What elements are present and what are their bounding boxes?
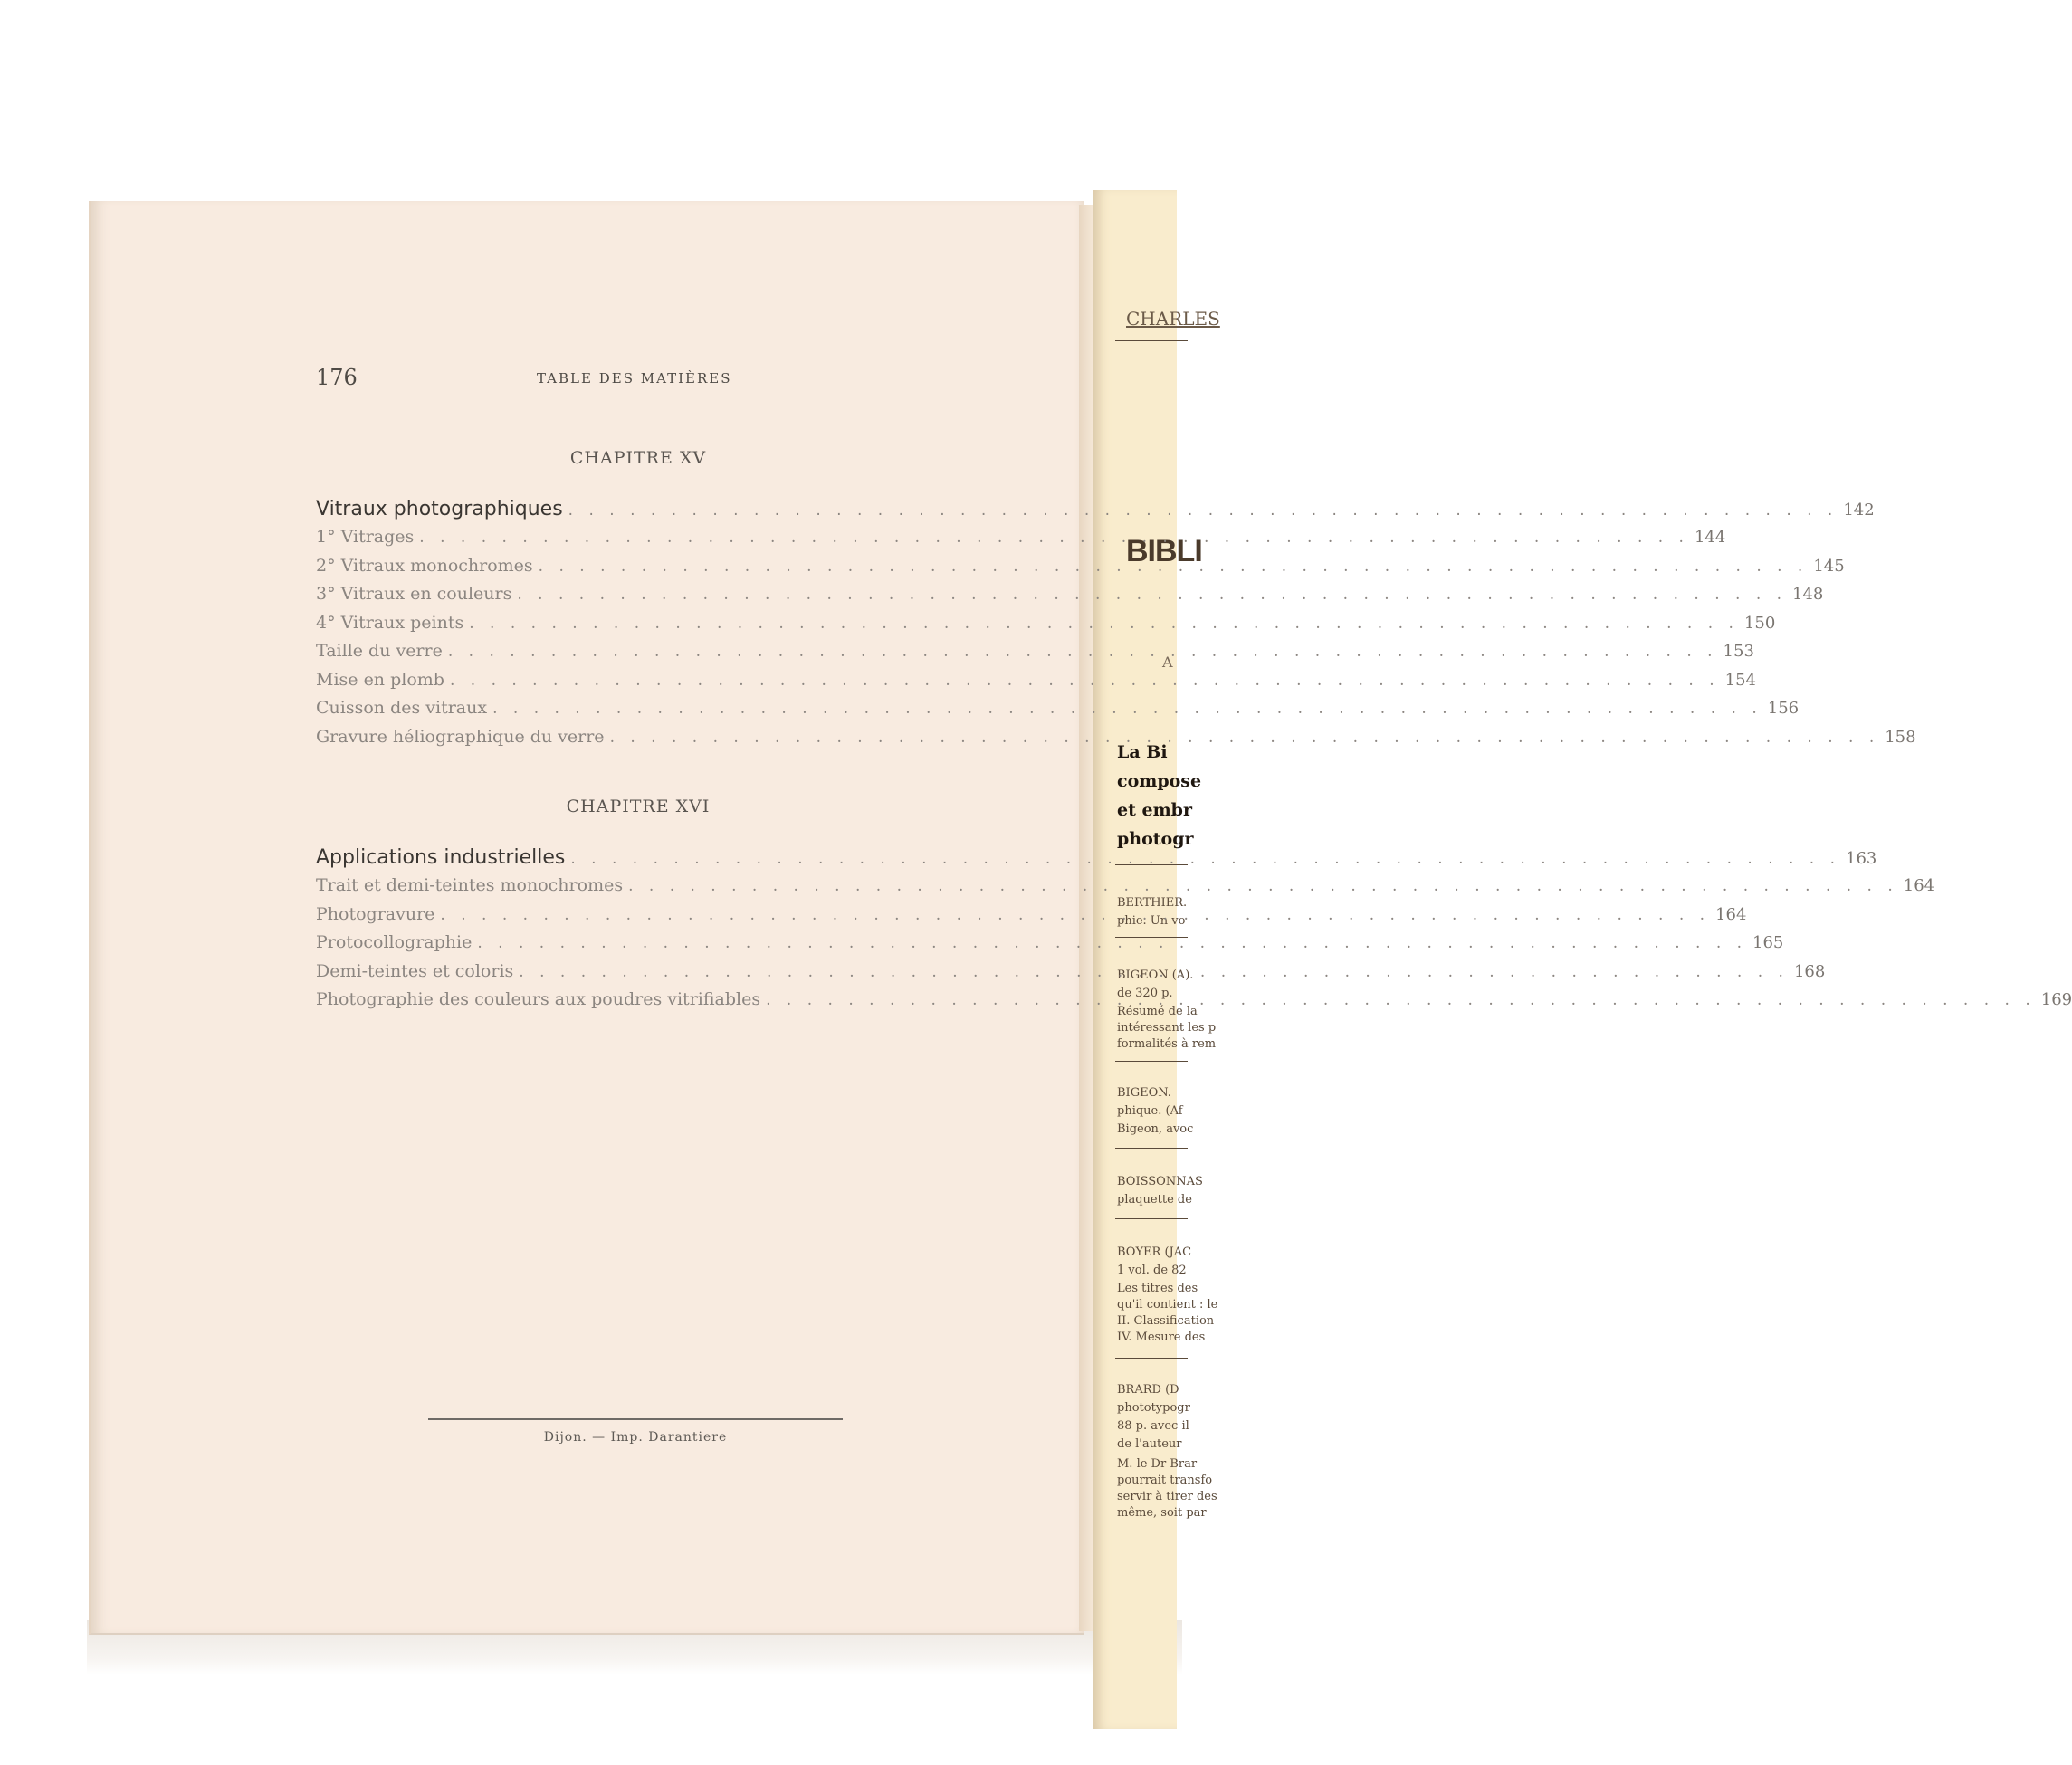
toc-entry-title: Demi-teintes et coloris bbox=[316, 960, 514, 981]
toc-entry-page: 163 bbox=[1846, 849, 1877, 868]
entry-text: plaquette de bbox=[1117, 1193, 1192, 1207]
toc-entry-page: 145 bbox=[1813, 556, 1845, 576]
divider bbox=[1115, 1148, 1188, 1149]
toc-entry-title: 4° Vitraux peints bbox=[316, 612, 464, 633]
toc-entry-page: 158 bbox=[1885, 727, 1916, 747]
entry-text: qu'il contient : le bbox=[1117, 1298, 1218, 1312]
dot-leader bbox=[628, 877, 1898, 895]
toc-entry bbox=[316, 641, 1754, 670]
toc-entry bbox=[316, 932, 1784, 961]
toc-entry-title: Vitraux photographiques bbox=[316, 498, 563, 520]
dot-leader bbox=[477, 934, 1747, 952]
divider bbox=[1115, 1358, 1188, 1359]
entry-text: BOYER (JAC bbox=[1117, 1245, 1192, 1259]
right-page-bold-line: compose bbox=[1117, 771, 1202, 791]
entry-text: M. le Dr Brar bbox=[1117, 1457, 1198, 1471]
dot-leader bbox=[519, 963, 1789, 981]
toc-entry-title: Mise en plomb bbox=[316, 669, 444, 690]
entry-text: BRARD (D bbox=[1117, 1383, 1179, 1397]
right-page-bold-line: La Bi bbox=[1117, 742, 1168, 762]
toc-entry bbox=[316, 498, 1875, 527]
footer-rule bbox=[428, 1418, 843, 1420]
running-title: TABLE DES MATIÈRES bbox=[537, 370, 732, 386]
toc-entry-title: Applications industrielles bbox=[316, 846, 566, 869]
toc-entry-page: 144 bbox=[1694, 528, 1726, 547]
right-page-heading: BIBLI bbox=[1126, 534, 1202, 568]
dot-leader bbox=[440, 906, 1710, 924]
entry-text: pourrait transfo bbox=[1117, 1474, 1213, 1487]
entry-text: BIGEON. bbox=[1117, 1086, 1171, 1100]
right-page-letter: A bbox=[1162, 654, 1173, 671]
chapter-heading: CHAPITRE XVI bbox=[566, 797, 711, 816]
entry-text: intéressant les p bbox=[1117, 1021, 1217, 1035]
toc-entry-title: 2° Vitraux monochromes bbox=[316, 555, 533, 576]
entry-text: BIGEON (A). bbox=[1117, 968, 1194, 982]
entry-text: phototypogr bbox=[1117, 1401, 1190, 1415]
toc-entry-title: 3° Vitraux en couleurs bbox=[316, 584, 512, 604]
right-page-top-label: CHARLES bbox=[1126, 308, 1220, 329]
dot-leader bbox=[766, 991, 2036, 1009]
entry-text: Résumé de la bbox=[1117, 1005, 1198, 1018]
toc-entry-title: Taille du verre bbox=[316, 641, 443, 661]
entry-text: 88 p. avec il bbox=[1117, 1419, 1189, 1433]
dot-leader bbox=[570, 850, 1840, 868]
toc-entry bbox=[316, 584, 1824, 613]
dot-leader bbox=[492, 700, 1762, 718]
entry-text: IV. Mesure des bbox=[1117, 1331, 1206, 1344]
toc-entry-page: 169 bbox=[2040, 990, 2072, 1009]
right-page-bold-line: et embr bbox=[1117, 800, 1192, 820]
entry-text: II. Classification bbox=[1117, 1314, 1215, 1328]
toc-entry-page: 165 bbox=[1752, 933, 1784, 952]
entry-text: phie. Un vo bbox=[1117, 914, 1186, 928]
toc-entry-title: Photographie des couleurs aux poudres vitrifiables bbox=[316, 989, 761, 1009]
toc-entry-title: Gravure héliographique du verre bbox=[316, 726, 605, 747]
divider bbox=[1115, 340, 1188, 341]
dot-leader bbox=[568, 501, 1838, 520]
toc-entry-title: Cuisson des vitraux bbox=[316, 698, 488, 718]
entry-text: Les titres des bbox=[1117, 1282, 1198, 1295]
entry-text: formalités à rem bbox=[1117, 1037, 1217, 1051]
toc-entry-title: 1° Vitrages bbox=[316, 527, 415, 547]
page-number: 176 bbox=[316, 365, 358, 390]
entry-text: BOISSONNAS bbox=[1117, 1175, 1203, 1188]
toc-entry bbox=[316, 846, 1877, 875]
divider bbox=[1115, 1061, 1188, 1062]
toc-entry-page: 156 bbox=[1767, 699, 1800, 718]
dot-leader bbox=[419, 529, 1689, 547]
divider bbox=[1115, 1218, 1188, 1219]
toc-entry-page: 168 bbox=[1793, 961, 1826, 981]
toc-entry-page: 164 bbox=[1715, 904, 1747, 924]
entry-text: Bigeon, avoc bbox=[1117, 1122, 1194, 1136]
toc-entry-page: 148 bbox=[1792, 585, 1824, 604]
toc-entry bbox=[316, 555, 1845, 585]
chapter-heading: CHAPITRE XV bbox=[569, 448, 707, 468]
toc-entry bbox=[316, 612, 1776, 642]
entry-text: phique. (Af bbox=[1117, 1104, 1183, 1118]
dot-leader bbox=[610, 729, 1880, 747]
right-page-advertisement bbox=[1093, 190, 1220, 1729]
toc-entry-page: 142 bbox=[1843, 501, 1875, 520]
dot-leader bbox=[448, 643, 1718, 661]
toc-entry-title: Trait et demi-teintes monochromes bbox=[316, 875, 624, 895]
dot-leader bbox=[450, 672, 1720, 690]
dot-leader bbox=[539, 558, 1809, 576]
entry-text: servir à tirer des bbox=[1117, 1490, 1217, 1503]
toc-entry-page: 154 bbox=[1724, 670, 1756, 690]
right-page-bold-line: photogr bbox=[1117, 829, 1194, 849]
toc-entry-title: Photogravure bbox=[316, 903, 435, 924]
toc-entry bbox=[316, 669, 1756, 699]
printer-imprint: Dijon. — Imp. Darantiere bbox=[543, 1430, 728, 1445]
entry-text: 1 vol. de 82 bbox=[1117, 1264, 1187, 1277]
entry-text: BERTHIER. bbox=[1117, 896, 1188, 910]
toc-entry-page: 150 bbox=[1743, 613, 1776, 633]
entry-text: de l'auteur bbox=[1117, 1437, 1182, 1451]
page-header bbox=[316, 365, 960, 392]
dot-leader bbox=[469, 615, 1739, 633]
toc-entry-title: Protocollographie bbox=[316, 932, 473, 952]
entry-text: de 320 p. bbox=[1117, 987, 1173, 1000]
toc-entry-page: 164 bbox=[1903, 876, 1935, 895]
entry-text: même, soit par bbox=[1117, 1506, 1207, 1520]
dot-leader bbox=[517, 586, 1787, 604]
toc-entry bbox=[316, 698, 1800, 727]
toc-entry-page: 153 bbox=[1723, 642, 1754, 661]
